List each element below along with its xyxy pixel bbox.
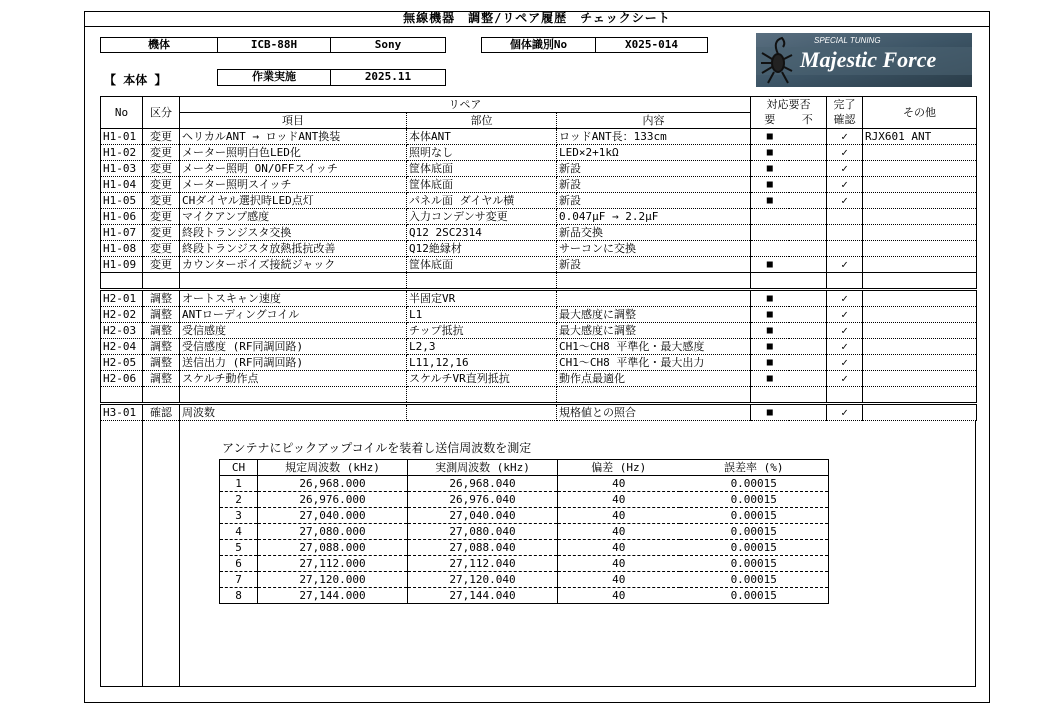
cell-part [407,273,557,290]
serial-label: 個体識別No [481,37,596,53]
cell-part: 本体ANT [407,129,557,145]
cell-noreq [789,241,827,257]
cell-item [180,387,407,404]
cell-kubun: 変更 [143,177,180,193]
cell-content: ロッドANT長：133cm [557,129,751,145]
cell-item: ANTローディングコイル [180,307,407,323]
cell-part: Q12 2SC2314 [407,225,557,241]
cell-req: ■ [751,129,789,145]
cell-part [407,387,557,404]
cell-req [751,387,789,404]
cell-kubun: 調整 [143,355,180,371]
cell-req: ■ [751,323,789,339]
frequency-cell: 27,040.040 [408,508,558,524]
cell-kubun: 変更 [143,225,180,241]
frequency-cell: 27,120.000 [258,572,408,588]
cell-item: カウンターポイズ接続ジャック [180,257,407,273]
cell-req: ■ [751,145,789,161]
cell-noreq [789,129,827,145]
frequency-cell: 0.00015 [730,588,777,602]
cell-req [751,225,789,241]
cell-other [863,145,977,161]
frequency-cell: 40 [558,556,680,572]
cell-done: ✓ [827,177,863,193]
header-done1: 完了 [827,97,863,113]
cell-item: 終段トランジスタ放熱抵抗改善 [180,241,407,257]
logo-name: Majestic Force [800,47,937,72]
repair-row [101,145,977,161]
cell-content: 最大感度に調整 [557,307,751,323]
cell-req: ■ [751,355,789,371]
cell-no: H1-01 [101,129,143,145]
cell-content [557,273,751,290]
cell-part: 照明なし [407,145,557,161]
cell-noreq [789,290,827,307]
frequency-row [220,524,829,540]
column-divider [142,421,143,686]
cell-content: 0.047μF → 2.2μF [557,209,751,225]
cell-part: 筐体底面 [407,177,557,193]
cell-req [751,241,789,257]
cell-part: 半固定VR [407,290,557,307]
spacer-row [101,273,977,290]
frequency-cell: 40 [558,540,680,556]
cell-done: ✓ [827,323,863,339]
cell-other [863,290,977,307]
cell-part: 筐体底面 [407,161,557,177]
cell-req: ■ [751,339,789,355]
frequency-cell: 1 [220,476,258,492]
repair-row [101,371,977,387]
frequency-cell: 4 [220,524,258,540]
frequency-cell: 26,968.000 [258,476,408,492]
cell-req: ■ [751,371,789,387]
frequency-cell: 26,968.040 [408,476,558,492]
cell-other [863,225,977,241]
measure-note: アンテナにピックアップコイルを装着し送信周波数を測定 [222,441,532,455]
cell-done: ✓ [827,355,863,371]
cell-kubun [143,273,180,290]
cell-other [863,273,977,290]
cell-no: H2-01 [101,290,143,307]
cell-kubun: 調整 [143,339,180,355]
cell-done: ✓ [827,404,863,421]
frequency-cell: 8 [220,588,258,604]
cell-part [407,404,557,421]
cell-no: H2-04 [101,339,143,355]
cell-kubun [143,387,180,404]
cell-other [863,193,977,209]
cell-no: H1-09 [101,257,143,273]
cell-req [751,273,789,290]
frequency-cell: 0.00015 [680,572,829,588]
frequency-cell: 27,080.040 [408,524,558,540]
cell-req: ■ [751,290,789,307]
header-taio: 対応要否 [751,97,827,113]
cell-done: ✓ [827,161,863,177]
cell-noreq [789,339,827,355]
frequency-cell: 40 [558,492,680,508]
frequency-cell: 27,120.040 [408,572,558,588]
repair-row [101,193,977,209]
maker-value: Sony [330,37,446,53]
cell-content [557,290,751,307]
date-label: 作業実施 [217,69,331,86]
frequency-header-cell: CH [220,460,258,476]
cell-item: ヘリカルANT → ロッドANT換装 [180,129,407,145]
header-part: 部位 [407,113,557,129]
frequency-cell: 0.00015 [680,540,829,556]
frequency-table [219,459,829,604]
cell-done: ✓ [827,290,863,307]
cell-content: 動作点最適化 [557,371,751,387]
cell-noreq [789,257,827,273]
header-item: 項目 [282,113,304,127]
cell-item [180,273,407,290]
cell-done [827,241,863,257]
header-no: No [101,97,143,129]
frequency-cell: 0.00015 [680,556,829,572]
cell-other [863,371,977,387]
cell-other [863,323,977,339]
cell-no: H1-08 [101,241,143,257]
cell-part: Q12絶縁材 [407,241,557,257]
cell-done [827,225,863,241]
frequency-row [220,556,829,572]
cell-part: 筐体底面 [407,257,557,273]
cell-content: 最大感度に調整 [557,323,751,339]
frequency-header-row [220,460,829,476]
repair-table [100,96,977,421]
cell-other [863,355,977,371]
cell-other [863,177,977,193]
cell-part: スケルチVR直列抵抗 [407,371,557,387]
column-divider [179,421,180,686]
cell-no: H1-06 [101,209,143,225]
cell-req: ■ [751,404,789,421]
frequency-cell: 27,040.000 [258,508,408,524]
cell-content: CH1～CH8 平準化・最大出力 [557,355,751,371]
cell-part: チップ抵抗 [407,323,557,339]
frequency-cell: 40 [558,572,680,588]
cell-req: ■ [751,257,789,273]
cell-kubun: 調整 [143,290,180,307]
cell-kubun: 変更 [143,193,180,209]
cell-item: オートスキャン速度 [180,290,407,307]
frequency-row [220,588,829,604]
cell-done: ✓ [827,257,863,273]
repair-row [101,129,977,145]
header-repair: リペア [180,97,751,113]
cell-other: RJX601 ANT [863,129,977,145]
cell-noreq [789,323,827,339]
cell-part: L2,3 [407,339,557,355]
cell-no [101,387,143,404]
frequency-cell: 0.00015 [680,492,829,508]
repair-row [101,257,977,273]
cell-item: スケルチ動作点 [180,371,407,387]
cell-item: 周波数 [180,404,407,421]
date-value: 2025.11 [330,69,446,86]
cell-content: 規格値との照合 [557,404,751,421]
frequency-row [220,476,829,492]
frequency-cell: 3 [220,508,258,524]
cell-content: CH1～CH8 平準化・最大感度 [557,339,751,355]
cell-noreq [789,225,827,241]
header-content: 内容 [557,113,751,129]
cell-other [863,404,977,421]
cell-noreq [789,404,827,421]
frequency-cell: 5 [220,540,258,556]
cell-content: LED×2+1kΩ [557,145,751,161]
cell-item: マイクアンプ感度 [180,209,407,225]
frequency-cell: 0.00015 [680,508,829,524]
cell-kubun: 調整 [143,371,180,387]
cell-kubun: 調整 [143,323,180,339]
cell-content: サーコンに交換 [557,241,751,257]
cell-content [557,387,751,404]
cell-no: H2-02 [101,307,143,323]
cell-part: パネル面 ダイヤル横 [407,193,557,209]
cell-kubun: 変更 [143,241,180,257]
cell-done: ✓ [827,339,863,355]
cell-req: ■ [751,193,789,209]
frequency-header-cell: 偏差 (Hz) [558,460,680,476]
frequency-cell: 0.00015 [680,476,829,492]
repair-row [101,339,977,355]
section-label: 【 本体 】 [104,73,167,87]
cell-other [863,307,977,323]
serial-value: X025-014 [595,37,708,53]
repair-row [101,323,977,339]
cell-kubun: 確認 [143,404,180,421]
cell-item: メーター照明スイッチ [180,177,407,193]
cell-done: ✓ [827,129,863,145]
cell-no: H2-05 [101,355,143,371]
cell-noreq [789,177,827,193]
cell-noreq [789,145,827,161]
frequency-cell: 26,976.040 [408,492,558,508]
cell-part: L11,12,16 [407,355,557,371]
cell-item: メーター照明白色LED化 [180,145,407,161]
cell-other [863,161,977,177]
cell-no: H3-01 [101,404,143,421]
repair-row [101,209,977,225]
cell-no: H1-07 [101,225,143,241]
frequency-cell: 27,088.040 [408,540,558,556]
frequency-cell: 7 [220,572,258,588]
cell-content: 新設 [557,161,751,177]
cell-noreq [789,193,827,209]
frequency-header-cell: 規定周波数 (kHz) [258,460,408,476]
cell-content: 新設 [557,257,751,273]
model-label: 機体 [100,37,218,53]
cell-no: H1-04 [101,177,143,193]
frequency-cell: 27,112.040 [408,556,558,572]
cell-kubun: 変更 [143,145,180,161]
cell-kubun: 変更 [143,129,180,145]
header-kubun: 区分 [143,97,180,129]
frequency-row [220,540,829,556]
cell-item: 送信出力 (RF同調回路) [180,355,407,371]
cell-noreq [789,371,827,387]
cell-other [863,387,977,404]
cell-kubun: 調整 [143,307,180,323]
frequency-cell: 0.00015 [680,524,829,540]
cell-no: H1-02 [101,145,143,161]
cell-part: 入力コンデンサ変更 [407,209,557,225]
cell-no: H2-06 [101,371,143,387]
cell-req: ■ [751,177,789,193]
repair-row [101,355,977,371]
cell-done: ✓ [827,145,863,161]
repair-row [101,225,977,241]
repair-row [101,241,977,257]
cell-no: H1-05 [101,193,143,209]
cell-req: ■ [751,161,789,177]
cell-noreq [789,273,827,290]
cell-no: H1-03 [101,161,143,177]
frequency-cell: 27,080.000 [258,524,408,540]
model-value: ICB-88H [217,37,331,53]
header-other: その他 [863,97,977,129]
cell-noreq [789,355,827,371]
cell-content: 新設 [557,193,751,209]
frequency-cell: 6 [220,556,258,572]
cell-other [863,339,977,355]
cell-noreq [789,161,827,177]
frequency-cell: 27,088.000 [258,540,408,556]
frequency-row [220,492,829,508]
header-done2: 確認 [827,113,863,129]
cell-other [863,257,977,273]
cell-done: ✓ [827,371,863,387]
frequency-row [220,572,829,588]
repair-row [101,290,977,307]
cell-part: L1 [407,307,557,323]
cell-done [827,209,863,225]
spacer-row [101,387,977,404]
cell-content: 新設 [557,177,751,193]
cell-kubun: 変更 [143,209,180,225]
frequency-row [220,508,829,524]
cell-req [751,209,789,225]
frequency-cell: 27,144.000 [258,588,408,604]
cell-item: 終段トランジスタ交換 [180,225,407,241]
cell-content: 新品交換 [557,225,751,241]
frequency-cell: 27,112.000 [258,556,408,572]
logo-tagline: SPECIAL TUNING [814,36,881,45]
cell-other [863,241,977,257]
frequency-header-cell: 誤差率 (%) [680,460,829,476]
cell-item: 受信感度 [180,323,407,339]
cell-kubun: 変更 [143,257,180,273]
cell-noreq [789,307,827,323]
cell-item: 受信感度 (RF同調回路) [180,339,407,355]
repair-row [101,404,977,421]
repair-row [101,307,977,323]
cell-req: ■ [751,307,789,323]
cell-done: ✓ [827,307,863,323]
frequency-cell: 40 [558,476,680,492]
cell-no [101,273,143,290]
cell-item: CHダイヤル選択時LED点灯 [180,193,407,209]
repair-row [101,177,977,193]
cell-noreq [789,387,827,404]
cell-other [863,209,977,225]
frequency-cell: 40 [558,508,680,524]
frequency-header-cell: 実測周波数 (kHz) [408,460,558,476]
cell-no: H2-03 [101,323,143,339]
header-noreq: 不 [801,113,813,127]
frequency-cell: 27,144.040 [408,588,558,604]
frequency-cell: 26,976.000 [258,492,408,508]
frequency-cell: 2 [220,492,258,508]
cell-done [827,273,863,290]
majestic-force-logo [756,33,972,87]
repair-row [101,161,977,177]
frequency-cell: 40 [558,524,680,540]
cell-done [827,387,863,404]
cell-kubun: 変更 [143,161,180,177]
cell-done: ✓ [827,193,863,209]
cell-noreq [789,209,827,225]
cell-item: メーター照明 ON/OFFスイッチ [180,161,407,177]
header-req: 要 [751,113,789,129]
frequency-cell: 40 [612,588,626,602]
sheet-title: 無線機器 調整/リペア履歴 チェックシート [84,11,990,27]
